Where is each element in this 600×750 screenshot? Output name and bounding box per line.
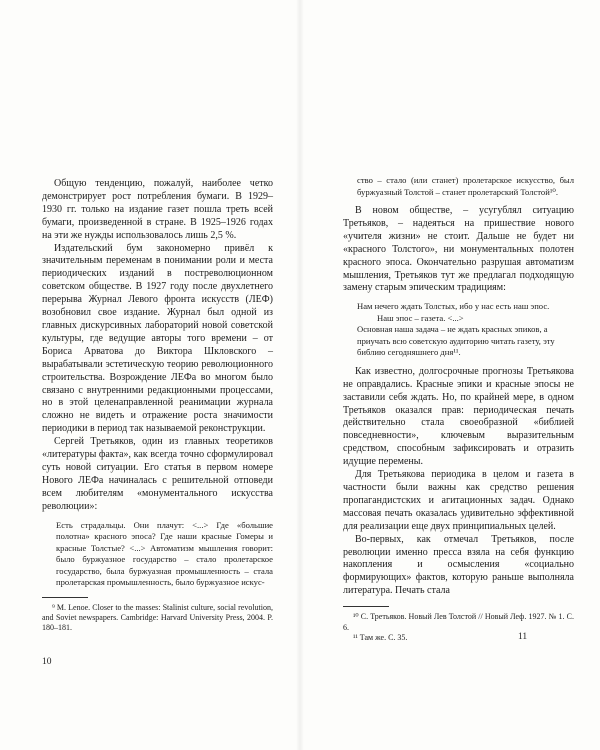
quote-text: Есть страдальцы. Они плачут: <...> Где «большие полотна» красного эпоса? Где наши красные Гомеры и красные Толстые? <...> Автоматизм мышления говорит: было буржуазное государство – стало пролетарское государство, была буржуазная промышленность – стала пролетарская промышленность, было буржуазное искус- [56,519,273,588]
block-quote [56,520,273,589]
quote-continuation: ство – стало (или станет) пролетарское искусство, был буржуазный Толстой – станет пролетарский Толстой¹⁰. [357,175,574,197]
paragraph: Во-первых, как отмечал Третьяков, после революции именно пресса взяла на себя функцию накопления и осмысления «социально формирующих» фактов, которую раньше выполняла литература. Печать стала [343,533,574,597]
block-quote [357,301,574,359]
paragraph: Как известно, долгосрочные прогнозы Третьякова не оправдались. Красные эпики и красные эпосы не заставили себя ждать. Но, по крайней мере, в одном Третьяков оказался прав: периодическая печать действительно стала своеобразной «библией повседневности», ключевым выразительным средством, способным зафиксировать и отразить идущие перемены. [343,365,574,468]
footnote: ¹⁰ С. Третьяков. Новый Лев Толстой // Новый Леф. 1927. № 1. С. 6. [343,612,574,632]
page-number: 11 [518,632,528,642]
right-page [300,0,600,750]
footnote-rule [42,597,88,598]
page-number: 10 [42,657,52,667]
quote-line: Нам нечего ждать Толстых, ибо у нас есть наш эпос. [357,301,550,312]
quote-line: Наш эпос – газета. <...> [377,312,464,323]
paragraph: Издательский бум закономерно привёл к значительным переменам в понимании роли и места периодических изданий в постреволюционном советском обществе. В 1927 году после двухлетнего перерыва Журнал Левого фронта искусств (ЛЕФ) возобновил свое издание. Журнал был одной из главных дискурсивных лабораторий новой советской культуры, где ведущие авторы того времени – от Бориса Арватова до Виктора Шкловского – вырабатывали эстетическую теорию революционного строительства. Возрождение ЛЕФа во многом было связано с внутренними редакционными процессами, но в этой целенаправленной реанимации журнала сложно не видеть и отражение роста значимости периодики в период так называемой реконструкции. [42,242,273,435]
quote-line: Основная наша задача – не ждать красных эпиков, а приучать всю советскую аудиторию читать газету, эту библию сегодняшнего дня¹¹. [357,324,555,358]
right-text-column [343,175,574,643]
footnote: ¹¹ Там же. С. 35. [353,632,408,642]
paragraph: Сергей Третьяков, один из главных теоретиков «литературы факта», как всегда точно сформулировал суть новой ситуации. Его статья в первом номере Нового ЛЕФа начиналась с решительной отповеди всем любителям «монументального искусства революции»: [42,436,273,512]
paragraph: Общую тенденцию, пожалуй, наиболее четко демонстрирует рост потребления бумаги. В 1929–1930 гг. только на издание газет пошла треть всей бумаги, произведенной в стране. В 1925–1926 годах на эти же нужды использовалось лишь 2,5 %. [42,178,273,241]
paragraph: Для Третьякова периодика в целом и газета в частности были важны как средство решения пропагандистских и агитационных задач. Однако массовая печать оказалась удивительно эффективной для реализации еще двух принципиальных целей. [343,469,574,532]
footnote-rule [343,606,389,607]
footnote: ⁹ M. Lenoe. Closer to the masses: Stalinist culture, social revolution, and Soviet newspapers. Cambridge: Harvard University Press, 2004. P. 180–181. [42,602,273,633]
paragraph: В новом обществе, – усугублял ситуацию Третьяков, – надеяться на пришествие нового «учителя жизни» не стоит. Дальше не будет ни «красного Толстого», ни монументальных полотен красного эпоса. Окончательно разрушая автоматизм мышления, Третьяков тут же предлагал подходящую замену старым эпическим традициям: [343,205,574,294]
block-quote-continuation [357,175,574,198]
left-text-column [42,178,273,634]
